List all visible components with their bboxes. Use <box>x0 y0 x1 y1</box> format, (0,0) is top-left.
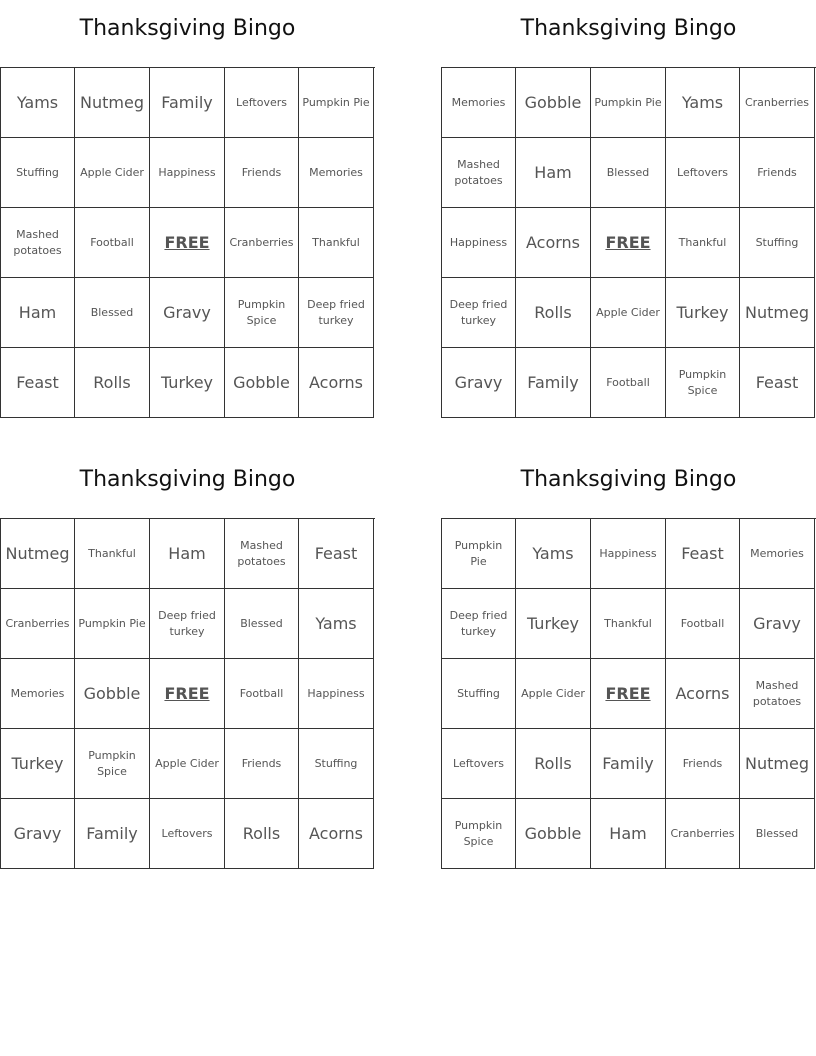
bingo-cell: Happiness <box>299 659 374 729</box>
bingo-cell: Memories <box>740 519 815 589</box>
bingo-cell: Gobble <box>75 659 150 729</box>
bingo-cell: Turkey <box>516 589 591 659</box>
bingo-cell: Yams <box>516 519 591 589</box>
bingo-cell: Leftovers <box>666 138 740 208</box>
bingo-cell: Feast <box>1 348 75 418</box>
free-space-cell: FREE <box>150 208 225 278</box>
bingo-cell: Family <box>591 729 666 799</box>
bingo-cell: Rolls <box>225 799 299 869</box>
bingo-cell: Gravy <box>442 348 516 418</box>
bingo-cell: Apple Cider <box>516 659 591 729</box>
bingo-cell: Friends <box>225 729 299 799</box>
bingo-cell: Football <box>75 208 150 278</box>
bingo-cell: Thankful <box>75 519 150 589</box>
bingo-cell: Blessed <box>225 589 299 659</box>
bingo-cell: Gobble <box>516 799 591 869</box>
bingo-cell: Leftovers <box>225 68 299 138</box>
bingo-cell: Pumpkin Spice <box>442 799 516 869</box>
bingo-cell: Gobble <box>225 348 299 418</box>
bingo-cell: Gravy <box>1 799 75 869</box>
bingo-cell: Football <box>666 589 740 659</box>
bingo-cell: Mashed potatoes <box>442 138 516 208</box>
bingo-cell: Thankful <box>666 208 740 278</box>
bingo-cell: Pumpkin Spice <box>666 348 740 418</box>
free-space-cell: FREE <box>150 659 225 729</box>
bingo-cell: Rolls <box>75 348 150 418</box>
bingo-cell: Acorns <box>299 348 374 418</box>
card-title: Thanksgiving Bingo <box>520 16 737 41</box>
bingo-grid <box>0 67 375 418</box>
bingo-card-2 <box>441 12 816 397</box>
bingo-cell: Ham <box>516 138 591 208</box>
bingo-cell: Happiness <box>150 138 225 208</box>
bingo-cell: Pumpkin Pie <box>591 68 666 138</box>
bingo-cell: Memories <box>442 68 516 138</box>
bingo-cell: Acorns <box>299 799 374 869</box>
bingo-cell: Friends <box>666 729 740 799</box>
bingo-cell: Ham <box>150 519 225 589</box>
bingo-cell: Football <box>225 659 299 729</box>
bingo-cell: Family <box>150 68 225 138</box>
bingo-cell: Nutmeg <box>1 519 75 589</box>
bingo-cell: Memories <box>1 659 75 729</box>
bingo-grid <box>441 67 816 418</box>
bingo-cell: Turkey <box>150 348 225 418</box>
card-title: Thanksgiving Bingo <box>520 467 737 492</box>
bingo-cell: Feast <box>666 519 740 589</box>
card-title: Thanksgiving Bingo <box>79 467 296 492</box>
bingo-cell: Acorns <box>666 659 740 729</box>
bingo-cell: Nutmeg <box>740 729 815 799</box>
bingo-cell: Cranberries <box>740 68 815 138</box>
bingo-cell: Happiness <box>442 208 516 278</box>
bingo-cell: Family <box>516 348 591 418</box>
bingo-card-4 <box>441 463 816 848</box>
bingo-cell: Turkey <box>1 729 75 799</box>
bingo-cell: Mashed potatoes <box>1 208 75 278</box>
free-space-cell: FREE <box>591 659 666 729</box>
bingo-cell: Rolls <box>516 278 591 348</box>
bingo-cell: Cranberries <box>1 589 75 659</box>
bingo-cell: Pumpkin Pie <box>299 68 374 138</box>
bingo-cell: Pumpkin Pie <box>442 519 516 589</box>
bingo-cell: Blessed <box>75 278 150 348</box>
bingo-cell: Stuffing <box>1 138 75 208</box>
bingo-cell: Gravy <box>740 589 815 659</box>
bingo-cell: Feast <box>740 348 815 418</box>
bingo-cell: Yams <box>299 589 374 659</box>
bingo-cell: Stuffing <box>740 208 815 278</box>
bingo-cell: Gravy <box>150 278 225 348</box>
bingo-cell: Deep fried turkey <box>299 278 374 348</box>
bingo-cell: Cranberries <box>225 208 299 278</box>
bingo-cell: Apple Cider <box>150 729 225 799</box>
bingo-cell: Pumpkin Pie <box>75 589 150 659</box>
bingo-cell: Apple Cider <box>75 138 150 208</box>
bingo-card-1 <box>0 12 375 392</box>
bingo-cell: Blessed <box>591 138 666 208</box>
bingo-cell: Mashed potatoes <box>740 659 815 729</box>
bingo-cell: Deep fried turkey <box>150 589 225 659</box>
bingo-cell: Blessed <box>740 799 815 869</box>
free-space-cell: FREE <box>591 208 666 278</box>
bingo-cell: Thankful <box>299 208 374 278</box>
bingo-cell: Apple Cider <box>591 278 666 348</box>
bingo-cell: Memories <box>299 138 374 208</box>
bingo-cell: Acorns <box>516 208 591 278</box>
bingo-cell: Yams <box>1 68 75 138</box>
bingo-cell: Deep fried turkey <box>442 589 516 659</box>
bingo-cell: Leftovers <box>150 799 225 869</box>
bingo-cell: Ham <box>1 278 75 348</box>
bingo-cell: Thankful <box>591 589 666 659</box>
bingo-cell: Cranberries <box>666 799 740 869</box>
bingo-card-3 <box>0 463 375 843</box>
bingo-cell: Rolls <box>516 729 591 799</box>
bingo-cell: Turkey <box>666 278 740 348</box>
bingo-cell: Mashed potatoes <box>225 519 299 589</box>
bingo-cell: Friends <box>225 138 299 208</box>
bingo-cell: Friends <box>740 138 815 208</box>
bingo-grid <box>441 518 816 869</box>
bingo-cell: Football <box>591 348 666 418</box>
bingo-grid <box>0 518 375 869</box>
bingo-cell: Pumpkin Spice <box>225 278 299 348</box>
bingo-cell: Nutmeg <box>75 68 150 138</box>
bingo-cell: Yams <box>666 68 740 138</box>
bingo-cell: Gobble <box>516 68 591 138</box>
bingo-cell: Happiness <box>591 519 666 589</box>
bingo-cell: Feast <box>299 519 374 589</box>
bingo-cell: Family <box>75 799 150 869</box>
bingo-cell: Stuffing <box>442 659 516 729</box>
bingo-cell: Leftovers <box>442 729 516 799</box>
bingo-cell: Pumpkin Spice <box>75 729 150 799</box>
bingo-cell: Stuffing <box>299 729 374 799</box>
bingo-cell: Nutmeg <box>740 278 815 348</box>
bingo-cell: Deep fried turkey <box>442 278 516 348</box>
card-title: Thanksgiving Bingo <box>79 16 296 41</box>
bingo-cell: Ham <box>591 799 666 869</box>
